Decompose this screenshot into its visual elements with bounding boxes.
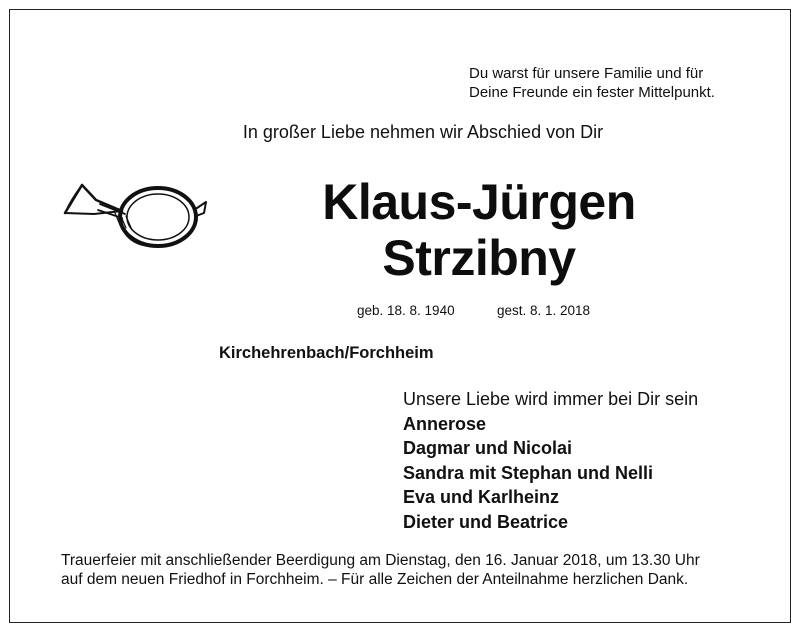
intro-line: In großer Liebe nehmen wir Abschied von Dir <box>242 122 604 142</box>
mourner-name: Annerose <box>403 413 487 434</box>
funeral-info-line-2: auf dem neuen Friedhof in Forchheim. – Für alle Zeichen der Anteilnahme herzlichen Dank. <box>61 571 689 588</box>
funeral-info-line-1: Trauerfeier mit anschließender Beerdigung am Dienstag, den 16. Januar 2018, um 13.30 Uhr <box>61 552 700 569</box>
mourner-name: Sandra mit Stephan und Nelli <box>403 462 654 483</box>
death-date: gest. 8. 1. 2018 <box>497 303 591 318</box>
deceased-last-name: Strzibny <box>382 230 576 286</box>
deceased-first-name: Klaus-Jürgen <box>322 174 636 230</box>
residence-place: Kirchehrenbach/Forchheim <box>219 344 434 362</box>
mourners-lead: Unsere Liebe wird immer bei Dir sein <box>403 389 699 409</box>
deceased-name <box>0 174 800 286</box>
quote <box>469 64 715 102</box>
birth-date: geb. 18. 8. 1940 <box>357 303 455 318</box>
mourners-block <box>403 387 698 534</box>
quote-line-1: Du warst für unsere Familie und für <box>469 65 704 82</box>
mourner-name: Dagmar und Nicolai <box>403 438 573 458</box>
mourner-name: Dieter und Beatrice <box>403 511 569 532</box>
quote-line-2: Deine Freunde ein fester Mittelpunkt. <box>469 84 715 101</box>
mourner-name: Eva und Karlheinz <box>403 487 560 507</box>
funeral-info <box>61 551 700 589</box>
